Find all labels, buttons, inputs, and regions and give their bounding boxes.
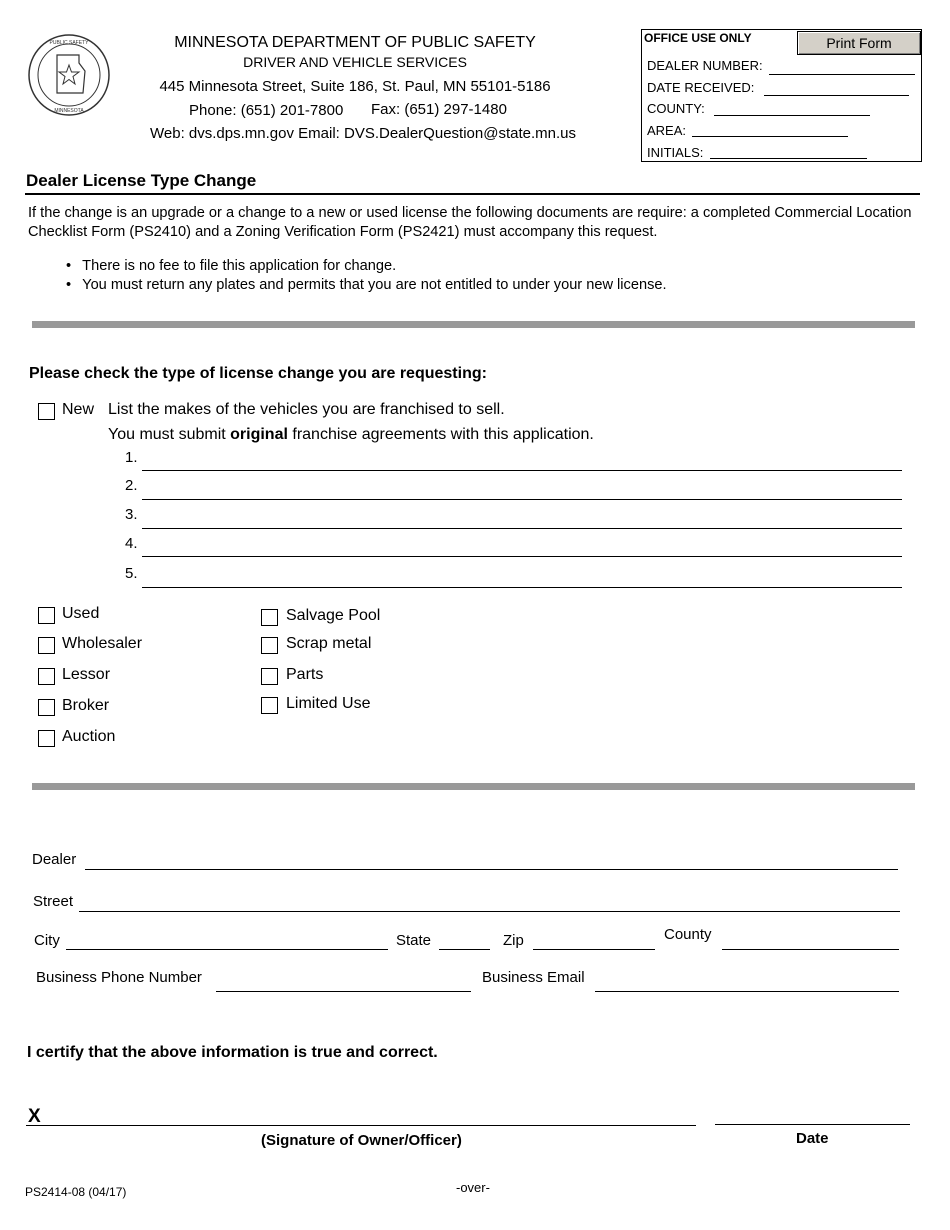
dealer-label: Dealer <box>32 851 77 868</box>
svg-text:PUBLIC SAFETY: PUBLIC SAFETY <box>49 40 89 46</box>
svg-text:MINNESOTA: MINNESOTA <box>54 108 84 114</box>
form-title: Dealer License Type Change <box>26 171 257 190</box>
zip-label: Zip <box>503 932 524 949</box>
date-caption: Date <box>796 1130 829 1147</box>
used-label: Used <box>62 605 100 622</box>
lessor-label: Lessor <box>62 666 111 683</box>
new-label: New <box>62 401 95 418</box>
county-field[interactable] <box>722 949 899 950</box>
print-form-button[interactable]: Print Form <box>797 31 921 55</box>
signature-field[interactable] <box>26 1125 696 1126</box>
new-submit-note <box>108 426 594 444</box>
bullet-dot: • <box>66 277 72 293</box>
area-field[interactable] <box>692 136 848 137</box>
submit-note-post: franchise agreements with this application. <box>287 426 594 443</box>
state-label: State <box>396 932 432 949</box>
bullet-2 <box>66 277 667 293</box>
make-number-1: 1. <box>125 449 138 466</box>
business-phone-field[interactable] <box>216 991 471 992</box>
title-rule <box>25 193 920 195</box>
zip-field[interactable] <box>533 949 655 950</box>
form-number: PS2414-08 (04/17) <box>25 1185 127 1199</box>
state-seal <box>27 33 111 117</box>
dealer-number-field[interactable] <box>769 74 915 75</box>
over-indicator: -over- <box>456 1180 490 1195</box>
dealer-number-label: DEALER NUMBER: <box>647 58 763 73</box>
bullet-text: There is no fee to file this application for change. <box>82 258 397 274</box>
county-label: County <box>664 926 712 943</box>
initials-label: INITIALS: <box>647 145 704 160</box>
business-phone-label: Business Phone Number <box>36 969 202 986</box>
broker-checkbox[interactable] <box>38 699 55 716</box>
street-field[interactable] <box>79 911 900 912</box>
city-field[interactable] <box>66 949 388 950</box>
bullet-dot: • <box>66 258 72 274</box>
new-checkbox[interactable] <box>38 403 55 420</box>
lessor-checkbox[interactable] <box>38 668 55 685</box>
make-number-5: 5. <box>125 565 138 582</box>
county-field[interactable] <box>714 115 870 116</box>
make-line-2[interactable] <box>142 499 902 500</box>
address: 445 Minnesota Street, Suite 186, St. Paul, MN 55101-5186 <box>159 78 551 95</box>
bullet-text: You must return any plates and permits that you are not entitled to under your new license. <box>82 277 667 293</box>
fax: Fax: (651) 297-1480 <box>371 101 507 118</box>
limited-use-label: Limited Use <box>286 695 371 712</box>
date-received-label: DATE RECEIVED: <box>647 80 755 95</box>
department-name: MINNESOTA DEPARTMENT OF PUBLIC SAFETY <box>174 34 536 51</box>
make-line-4[interactable] <box>142 556 902 557</box>
new-instruction: List the makes of the vehicles you are franchised to sell. <box>108 401 505 418</box>
dealer-field[interactable] <box>85 869 898 870</box>
division-name: DRIVER AND VEHICLE SERVICES <box>243 54 467 70</box>
salvage-pool-label: Salvage Pool <box>286 607 381 624</box>
make-number-3: 3. <box>125 506 138 523</box>
business-email-label: Business Email <box>482 969 585 986</box>
date-received-field[interactable] <box>764 95 909 96</box>
make-line-1[interactable] <box>142 470 902 471</box>
bullet-1 <box>66 258 396 274</box>
parts-label: Parts <box>286 666 324 683</box>
certify-statement: I certify that the above information is true and correct. <box>27 1044 438 1061</box>
scrap-metal-checkbox[interactable] <box>261 637 278 654</box>
section-divider <box>32 321 915 328</box>
make-line-3[interactable] <box>142 528 902 529</box>
phone: Phone: (651) 201-7800 <box>189 102 344 119</box>
intro-text: If the change is an upgrade or a change to a new or used license the following documents are require: a completed Commercial Location Checklist Form (PS2410) and a Zoning Verification Form (PS2421) must accompany this request. <box>28 205 912 240</box>
auction-checkbox[interactable] <box>38 730 55 747</box>
make-number-4: 4. <box>125 535 138 552</box>
street-label: Street <box>33 893 74 910</box>
limited-use-checkbox[interactable] <box>261 697 278 714</box>
make-number-2: 2. <box>125 477 138 494</box>
office-use-title: OFFICE USE ONLY <box>644 31 752 45</box>
section-divider <box>32 783 915 790</box>
submit-note-bold: original <box>230 426 288 443</box>
web-email: Web: dvs.dps.mn.gov Email: DVS.DealerQuestion@state.mn.us <box>150 125 576 142</box>
date-field[interactable] <box>715 1124 910 1125</box>
make-line-5[interactable] <box>142 587 902 588</box>
area-label: AREA: <box>647 123 687 138</box>
broker-label: Broker <box>62 697 110 714</box>
salvage-pool-checkbox[interactable] <box>261 609 278 626</box>
county-label: COUNTY: <box>647 101 705 116</box>
used-checkbox[interactable] <box>38 607 55 624</box>
signature-x-mark: X <box>28 1106 41 1127</box>
city-label: City <box>34 932 60 949</box>
scrap-metal-label: Scrap metal <box>286 635 372 652</box>
business-email-field[interactable] <box>595 991 899 992</box>
submit-note-pre: You must submit <box>108 426 231 443</box>
initials-field[interactable] <box>710 158 867 159</box>
signature-caption: (Signature of Owner/Officer) <box>261 1132 462 1149</box>
wholesaler-checkbox[interactable] <box>38 637 55 654</box>
parts-checkbox[interactable] <box>261 668 278 685</box>
check-heading: Please check the type of license change you are requesting: <box>29 365 487 382</box>
state-field[interactable] <box>439 949 490 950</box>
wholesaler-label: Wholesaler <box>62 635 143 652</box>
auction-label: Auction <box>62 728 116 745</box>
